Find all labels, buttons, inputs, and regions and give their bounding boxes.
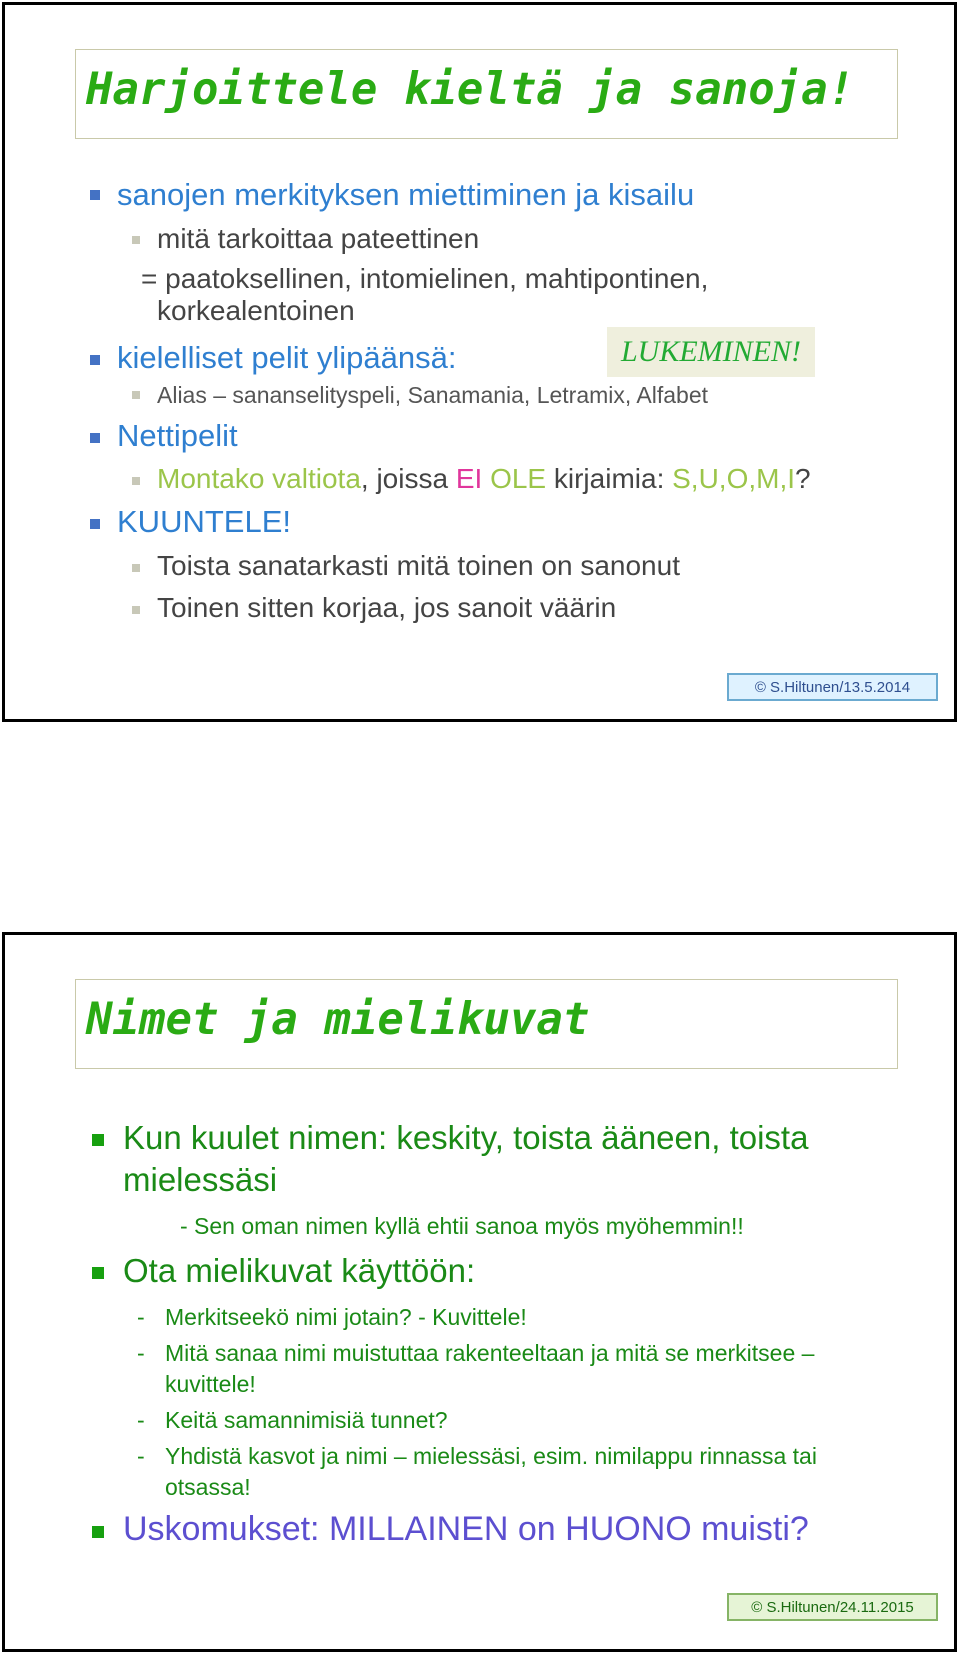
lukeminen-callout: LUKEMINEN! — [607, 327, 815, 377]
text-segment: EI — [455, 463, 483, 494]
bullet-square-icon — [92, 1134, 104, 1146]
footer-copyright: © S.Hiltunen/13.5.2014 — [727, 673, 938, 701]
dash-marker: - — [137, 1443, 145, 1469]
bullet-square-icon — [90, 355, 100, 365]
note-text: - Sen oman nimen kyllä ehtii sanoa myös myöhemmin!! — [180, 1213, 744, 1239]
sub-bullet-text: Toinen sitten korjaa, jos sanoit väärin — [157, 592, 617, 623]
dash-item-text: Mitä sanaa nimi muistuttaa rakenteeltaan ja mitä se merkitsee – — [165, 1340, 815, 1366]
bullet-text: Kun kuulet nimen: keskity, toista ääneen, toista — [123, 1119, 809, 1156]
dash-item-text: Yhdistä kasvot ja nimi – mielessäsi, esim. nimilappu rinnassa tai — [165, 1443, 817, 1469]
title-box — [75, 979, 898, 1069]
text-segment: Montako valtiota — [157, 463, 361, 494]
sub-bullet-icon — [132, 391, 140, 399]
sub-bullet-icon — [132, 477, 140, 485]
text-segment: ? — [795, 463, 811, 494]
text-segment: OLE — [482, 463, 547, 494]
sub-bullet-text: mitä tarkoittaa pateettinen — [157, 223, 480, 254]
slide-title: Harjoittele kieltä ja sanoja! — [86, 64, 855, 115]
bullet-text-cont: mielessäsi — [123, 1161, 278, 1198]
dash-item-text: Keitä samannimisiä tunnet? — [165, 1407, 448, 1433]
slide-2 — [2, 932, 957, 1652]
sub-bullet-text: Toista sanatarkasti mitä toinen on sanonut — [157, 550, 680, 581]
slide-1 — [2, 2, 957, 722]
text-segment: , joissa — [360, 463, 456, 494]
bullet-square-icon — [90, 433, 100, 443]
slide-title: Nimet ja mielikuvat — [86, 994, 590, 1045]
bullet-text: Nettipelit — [117, 418, 238, 453]
dash-item-text-cont: kuvittele! — [165, 1371, 256, 1397]
bullet-text: kielelliset pelit ylipäänsä: — [117, 340, 457, 375]
bullet-text: Ota mielikuvat käyttöön: — [123, 1252, 476, 1289]
bullet-text: Uskomukset: MILLAINEN on HUONO muisti? — [123, 1510, 809, 1548]
bullet-text: sanojen merkityksen miettiminen ja kisailu — [117, 177, 695, 212]
footer-copyright: © S.Hiltunen/24.11.2015 — [727, 1593, 938, 1621]
dash-item-text-cont: otsassa! — [165, 1474, 251, 1500]
bullet-square-icon — [92, 1526, 104, 1538]
bullet-square-icon — [92, 1267, 104, 1279]
dash-marker: - — [137, 1340, 145, 1366]
bullet-square-icon — [90, 519, 100, 529]
bullet-square-icon — [90, 190, 100, 200]
sub-bullet-icon — [132, 236, 140, 244]
sub-bullet-icon — [132, 564, 140, 572]
definition-line-1: = paatoksellinen, intomielinen, mahtipontinen, — [141, 263, 709, 294]
text-segment: kirjaimia: — [546, 463, 673, 494]
bullet-text: KUUNTELE! — [117, 504, 291, 539]
sub-bullet-icon — [132, 606, 140, 614]
definition-line-2: korkealentoinen — [157, 295, 355, 326]
dash-marker: - — [137, 1407, 145, 1433]
dash-item-text: Merkitseekö nimi jotain? - Kuvittele! — [165, 1304, 527, 1330]
title-box — [75, 49, 898, 139]
sub-bullet-text: Alias – sananselityspeli, Sanamania, Letramix, Alfabet — [157, 382, 709, 408]
dash-marker: - — [137, 1304, 145, 1330]
sub-bullet-text-rich — [157, 463, 811, 495]
text-segment: S,U,O,M,I — [672, 463, 796, 494]
